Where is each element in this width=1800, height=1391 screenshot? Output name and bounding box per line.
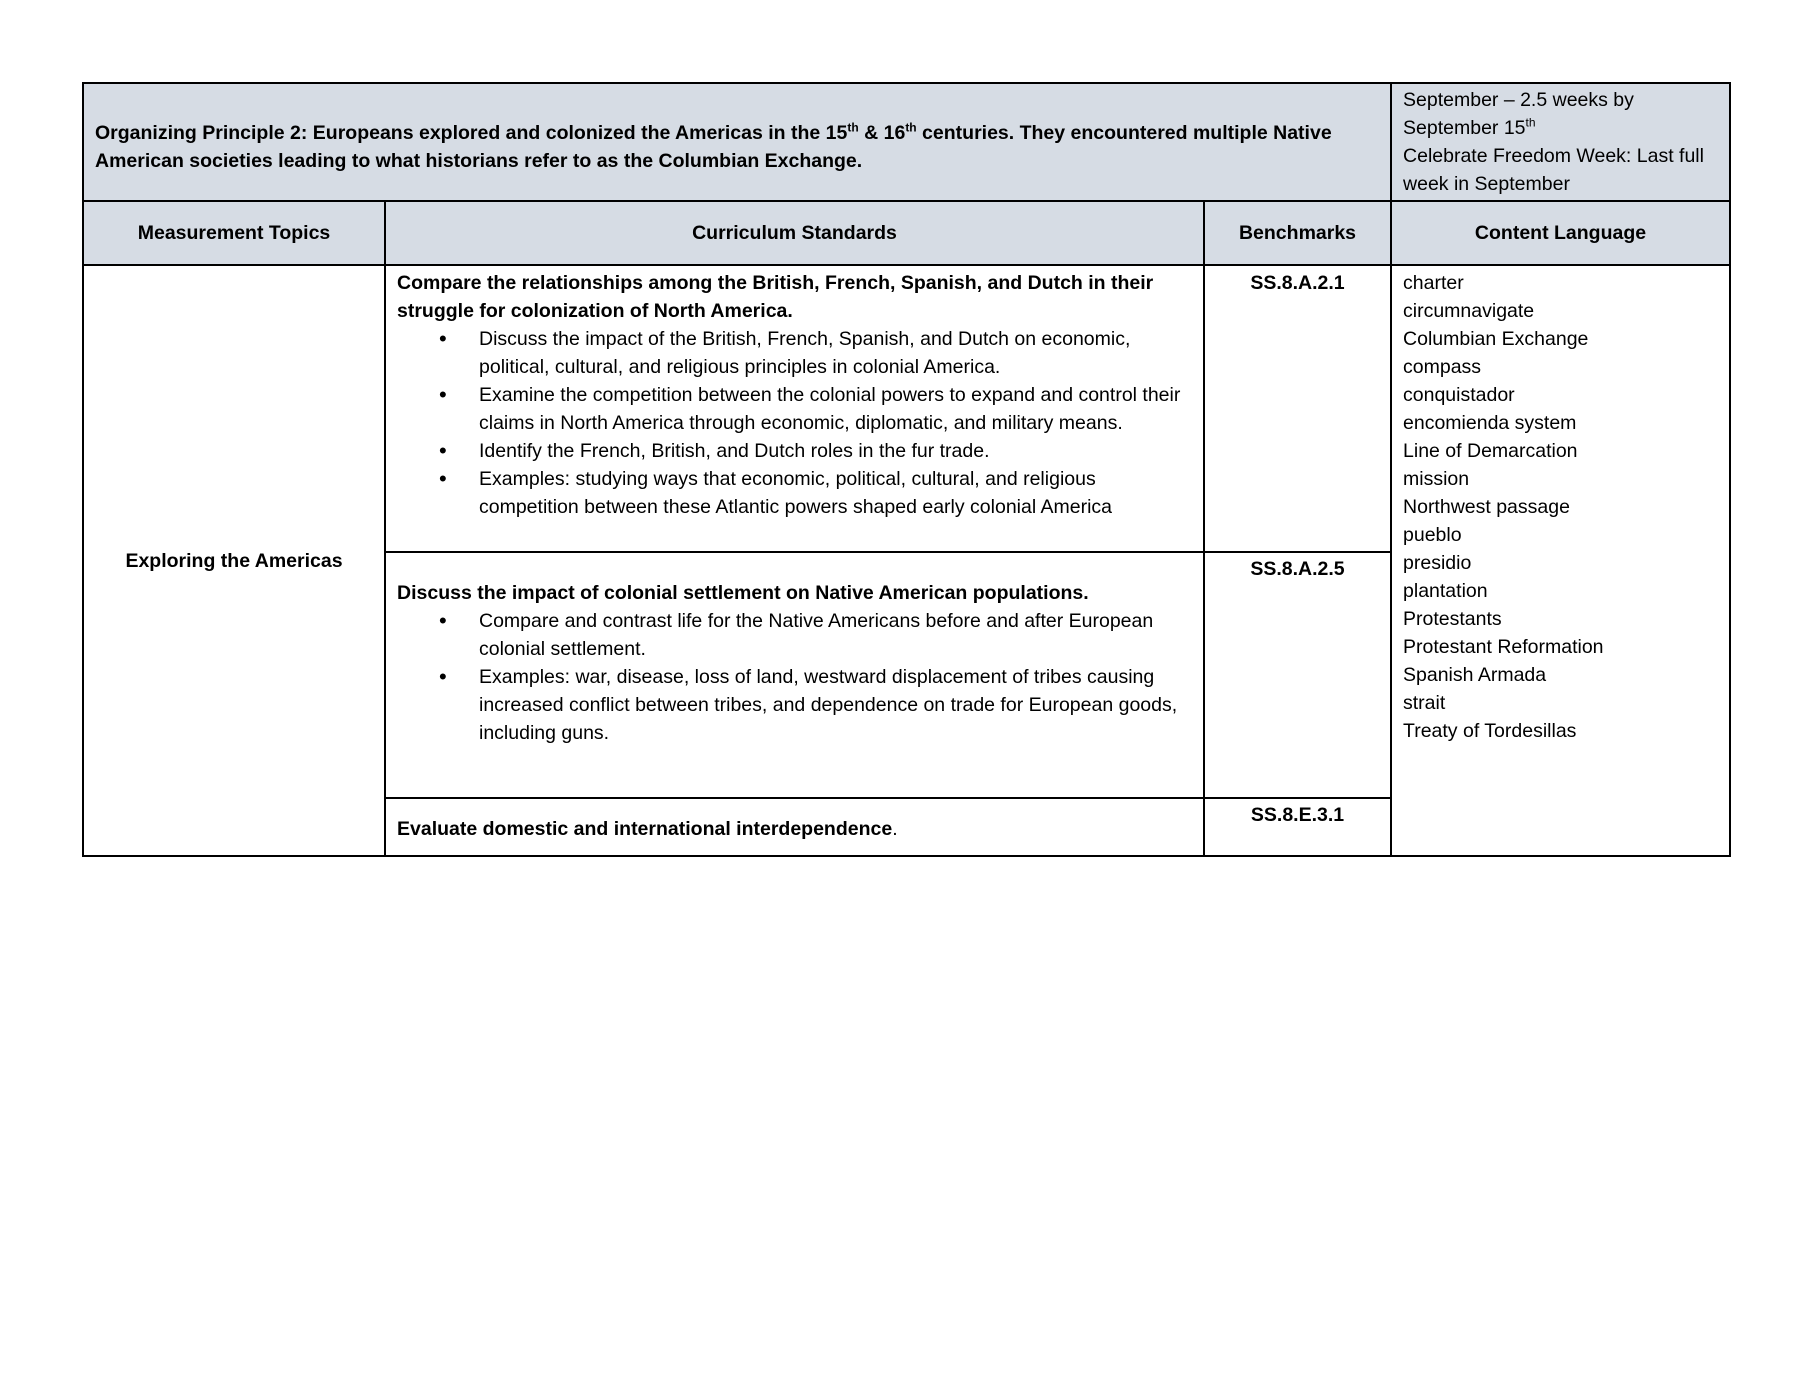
- standard-bullet: • Discuss the impact of the British, French, Spanish, and Dutch on economic, political, cultural, and religious principles in colonial America.: [479, 325, 1192, 381]
- standard-row: [83, 265, 1730, 552]
- benchmark-code: SS.8.E.3.1: [1204, 798, 1391, 856]
- organizing-principle: Organizing Principle 2: Europeans explored and colonized the Americas in the 15th & 16th centuries. They encountered multiple Native American societies leading to what historians refer to as the Columbian Exchange.: [83, 83, 1391, 201]
- principle-row: [83, 83, 1730, 201]
- standard-title: Evaluate domestic and international interdependence: [397, 818, 893, 840]
- standard-bullet: • Identify the French, British, and Dutch roles in the fur trade.: [479, 437, 1192, 465]
- content-language-cell: [1391, 265, 1730, 856]
- vocabulary-term: mission: [1403, 468, 1470, 490]
- vocabulary-term: plantation: [1403, 580, 1488, 602]
- standard-bullet: • Examples: studying ways that economic, political, cultural, and religious competition between these Atlantic powers shaped early colonial America: [479, 465, 1192, 521]
- standard-bullet: • Examine the competition between the colonial powers to expand and control their claims in North America through economic, diplomatic, and military means.: [479, 381, 1192, 437]
- curriculum-standard: [385, 798, 1204, 856]
- vocabulary-term: circumnavigate: [1403, 300, 1535, 322]
- vocabulary-term: Protestants: [1403, 608, 1502, 630]
- vocabulary-term: strait: [1403, 692, 1446, 714]
- vocabulary-term: charter: [1403, 272, 1464, 294]
- vocabulary-term: Columbian Exchange: [1403, 328, 1589, 350]
- standard-bullet-list: [397, 325, 1192, 521]
- vocabulary-term: compass: [1403, 356, 1482, 378]
- vocabulary-term: Spanish Armada: [1403, 664, 1547, 686]
- benchmark-code: SS.8.A.2.5: [1204, 552, 1391, 798]
- vocabulary-term: pueblo: [1403, 524, 1462, 546]
- benchmark-code: SS.8.A.2.1: [1204, 265, 1391, 552]
- vocabulary-term: encomienda system: [1403, 412, 1577, 434]
- column-header-topics: Measurement Topics: [83, 201, 385, 265]
- curriculum-table: [82, 82, 1731, 857]
- standard-bullet-list: [397, 607, 1192, 747]
- vocabulary-term: Northwest passage: [1403, 496, 1570, 518]
- vocabulary-term: Line of Demarcation: [1403, 440, 1578, 462]
- vocabulary-list: [1403, 269, 1718, 745]
- measurement-topic: Exploring the Americas: [83, 265, 385, 856]
- curriculum-standard: [385, 552, 1204, 798]
- standard-bullet: • Examples: war, disease, loss of land, westward displacement of tribes causing increased conflict between tribes, and dependence on trade for European goods, including guns.: [479, 663, 1192, 747]
- column-header-standards: Curriculum Standards: [385, 201, 1204, 265]
- column-header-benchmarks: Benchmarks: [1204, 201, 1391, 265]
- column-header-language: Content Language: [1391, 201, 1730, 265]
- curriculum-standard: [385, 265, 1204, 552]
- standard-bullet: • Compare and contrast life for the Native Americans before and after European colonial settlement.: [479, 607, 1192, 663]
- vocabulary-term: conquistador: [1403, 384, 1515, 406]
- timing-info: September – 2.5 weeks by September 15th Celebrate Freedom Week: Last full week in September: [1391, 83, 1730, 201]
- vocabulary-term: Protestant Reformation: [1403, 636, 1604, 658]
- vocabulary-term: Treaty of Tordesillas: [1403, 720, 1577, 742]
- standard-title: Discuss the impact of colonial settlement on Native American populations.: [397, 582, 1089, 604]
- standard-title-suffix: .: [892, 818, 898, 840]
- standard-title: Compare the relationships among the British, French, Spanish, and Dutch in their struggle for colonization of North America.: [397, 272, 1154, 322]
- vocabulary-term: presidio: [1403, 552, 1472, 574]
- column-header-row: [83, 201, 1730, 265]
